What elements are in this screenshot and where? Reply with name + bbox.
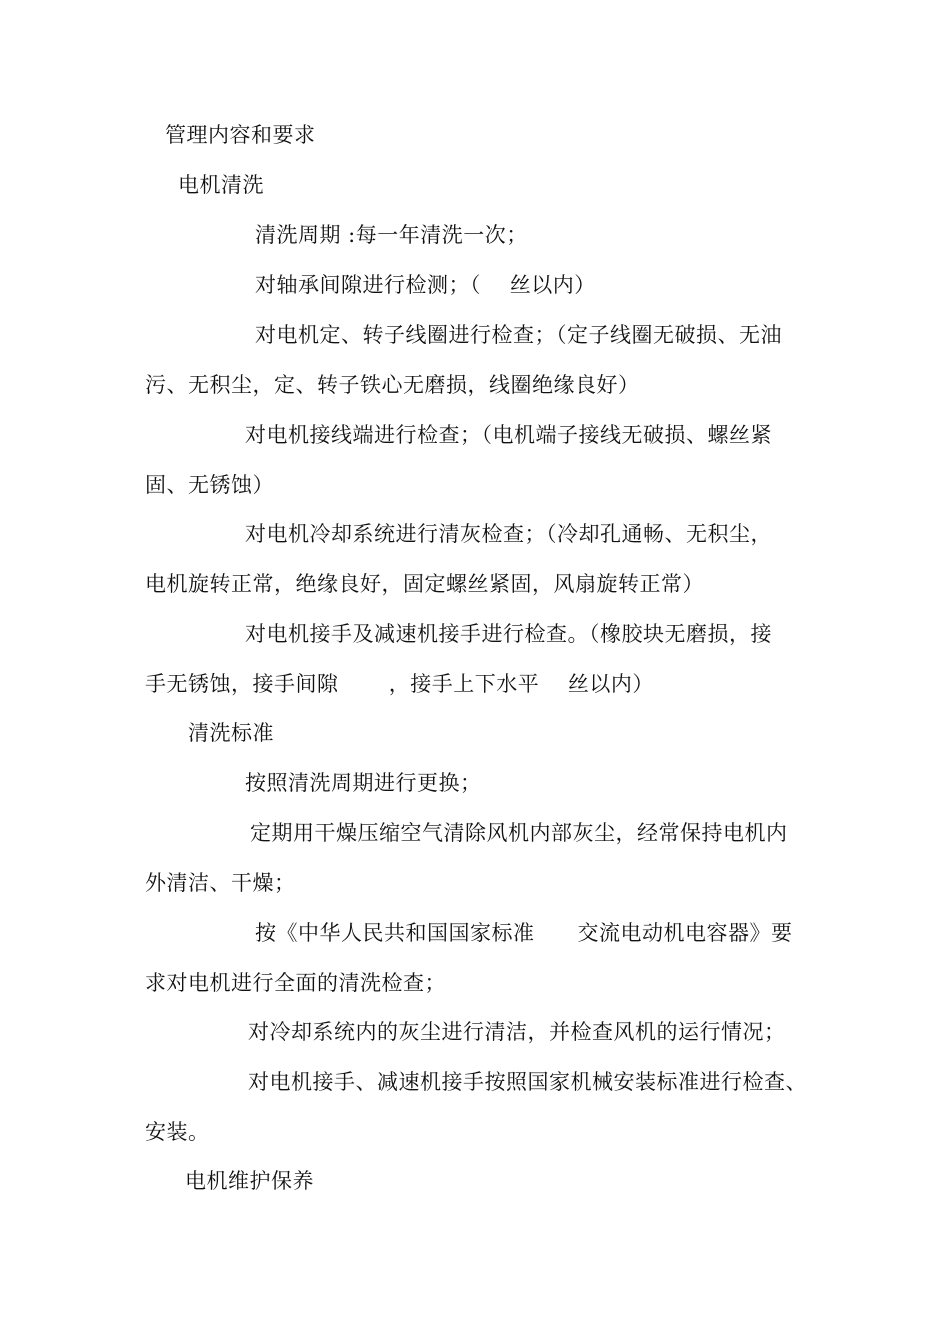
item-national-standard-line2: 求对电机进行全面的清洗检查； <box>145 971 446 995</box>
item-terminal-check-line2: 固、无锈蚀） <box>145 473 274 497</box>
section-title-cleaning: 电机清洗 <box>178 173 264 197</box>
item-coupling-check-line2: 手无锈蚀，接手间隙 ，接手上下水平 丝以内） <box>145 672 654 696</box>
section-title-standards: 清洗标准 <box>188 721 274 745</box>
item-national-standard-line1: 按《中华人民共和国国家标准 交流电动机电容器》要 <box>255 921 793 945</box>
main-heading: 管理内容和要求 <box>165 123 316 147</box>
item-coupling-install-line2: 安装。 <box>145 1120 210 1144</box>
item-dust-removal-line2: 外清洁、干燥； <box>145 871 296 895</box>
item-coupling-check-line1: 对电机接手及减速机接手进行检查。（橡胶块无磨损，接 <box>245 622 772 646</box>
item-dust-removal-line1: 定期用干燥压缩空气清除风机内部灰尘，经常保持电机内 <box>250 821 788 845</box>
item-coupling-install-line1: 对电机接手、减速机接手按照国家机械安装标准进行检查、 <box>248 1070 807 1094</box>
section-title-maintenance: 电机维护保养 <box>185 1169 314 1193</box>
item-cooling-clean: 对冷却系统内的灰尘进行清洁，并检查风机的运行情况； <box>248 1020 786 1044</box>
item-coil-check-line2: 污、无积尘，定、转子铁心无磨损，线圈绝缘良好） <box>145 373 640 397</box>
item-cooling-check-line1: 对电机冷却系统进行清灰检查；（冷却孔通畅、无积尘， <box>245 522 772 546</box>
item-replace-by-cycle: 按照清洗周期进行更换； <box>245 771 482 795</box>
item-coil-check-line1: 对电机定、转子线圈进行检查；（定子线圈无破损、无油 <box>255 323 782 347</box>
item-cleaning-cycle: 清洗周期 :每一年清洗一次； <box>255 223 528 247</box>
item-terminal-check-line1: 对电机接线端进行检查；（电机端子接线无破损、螺丝紧 <box>245 423 772 447</box>
item-bearing-check: 对轴承间隙进行检测；（ 丝以内） <box>255 273 596 297</box>
item-cooling-check-line2: 电机旋转正常，绝缘良好，固定螺丝紧固，风扇旋转正常） <box>145 572 704 596</box>
